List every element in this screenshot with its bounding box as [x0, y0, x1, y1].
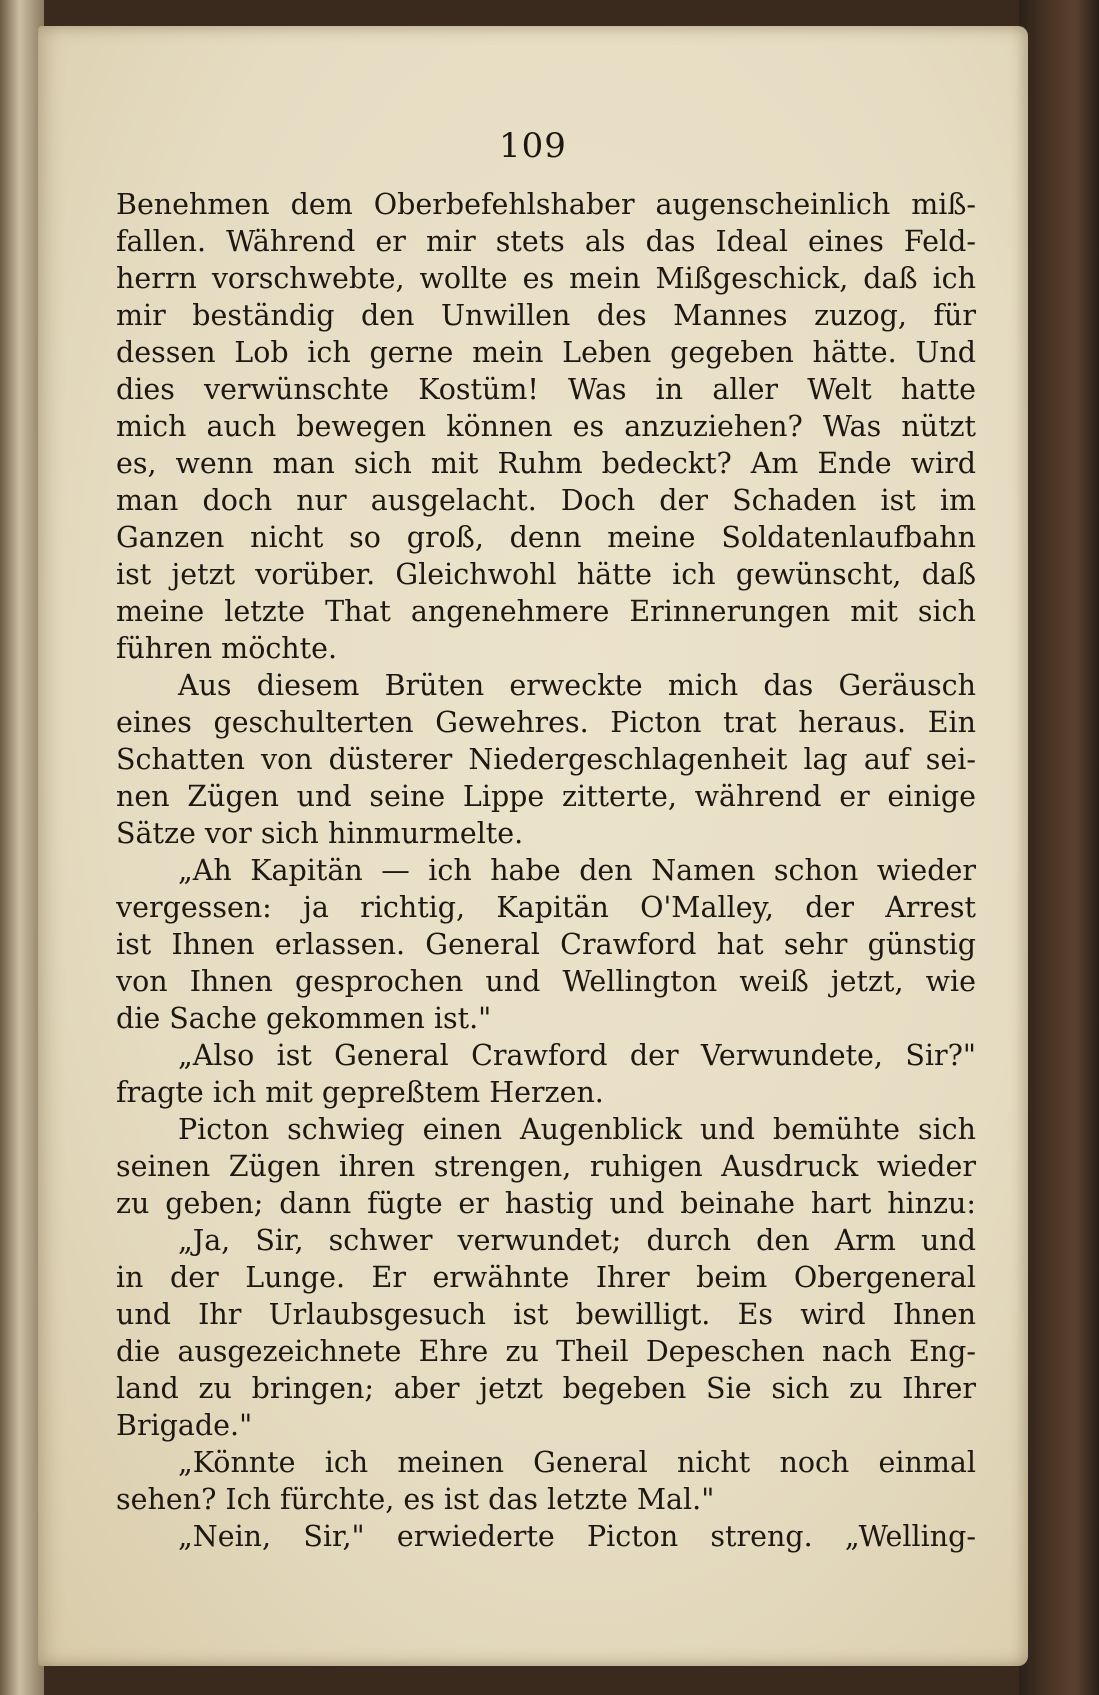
- text-line: Benehmen dem Oberbefehlshaber augenscheinlich miß-: [116, 188, 976, 221]
- text-line: und Ihr Urlaubsgesuch ist bewilligt. Es wird Ihnen: [116, 1298, 976, 1331]
- text-line: mir beständig den Unwillen des Mannes zuzog, für: [116, 299, 976, 332]
- text-line: die Sache gekommen ist.": [116, 1002, 492, 1035]
- text-line: „Ja, Sir, schwer verwundet; durch den Arm und: [178, 1224, 976, 1257]
- text-line: Schatten von düsterer Niedergeschlagenheit lag auf sei-: [116, 743, 976, 776]
- text-line: „Ah Kapitän — ich habe den Namen schon wieder: [178, 854, 976, 887]
- text-line: fragte ich mit gepreßtem Herzen.: [116, 1076, 604, 1109]
- text-line: man doch nur ausgelacht. Doch der Schaden ist im: [116, 484, 976, 517]
- text-line: mich auch bewegen können es anzuziehen? Was nützt: [116, 410, 976, 443]
- text-line: eines geschulterten Gewehres. Picton trat heraus. Ein: [116, 706, 976, 739]
- text-line: dies verwünschte Kostüm! Was in aller Welt hatte: [116, 373, 976, 406]
- text-line: fallen. Während er mir stets als das Ideal eines Feld-: [116, 225, 976, 258]
- text-line: zu geben; dann fügte er hastig und beinahe hart hinzu:: [116, 1187, 976, 1220]
- text-line: „Also ist General Crawford der Verwundete, Sir?": [178, 1039, 976, 1072]
- text-line: vergessen: ja richtig, Kapitän O'Malley, der Arrest: [116, 891, 976, 924]
- text-line: nen Zügen und seine Lippe zitterte, während er einige: [116, 780, 976, 813]
- text-line: „Könnte ich meinen General nicht noch einmal: [178, 1446, 976, 1479]
- text-line: es, wenn man sich mit Ruhm bedeckt? Am Ende wird: [116, 447, 976, 480]
- text-line: von Ihnen gesprochen und Wellington weiß jetzt, wie: [116, 965, 976, 998]
- text-line: Sätze vor sich hinmurmelte.: [116, 817, 524, 850]
- text-line: Aus diesem Brüten erweckte mich das Geräusch: [178, 669, 976, 702]
- text-line: meine letzte That angenehmere Erinnerungen mit sich: [116, 595, 976, 628]
- text-line: Ganzen nicht so groß, denn meine Soldatenlaufbahn: [116, 521, 976, 554]
- text-line: ist jetzt vorüber. Gleichwohl hätte ich gewünscht, daß: [116, 558, 976, 591]
- text-line: dessen Lob ich gerne mein Leben gegeben hätte. Und: [116, 336, 976, 369]
- text-line: „Nein, Sir," erwiederte Picton streng. „Welling-: [178, 1520, 976, 1553]
- text-line: in der Lunge. Er erwähnte Ihrer beim Obergeneral: [116, 1261, 976, 1294]
- book-binding-right: [1019, 0, 1099, 1695]
- text-line: ist Ihnen erlassen. General Crawford hat sehr günstig: [116, 928, 976, 961]
- text-line: seinen Zügen ihren strengen, ruhigen Ausdruck wieder: [116, 1150, 976, 1183]
- text-line: sehen? Ich fürchte, es ist das letzte Mal.": [116, 1483, 715, 1516]
- text-line: führen möchte.: [116, 632, 338, 665]
- text-line: Picton schwieg einen Augenblick und bemühte sich: [178, 1113, 976, 1146]
- text-line: land zu bringen; aber jetzt begeben Sie sich zu Ihrer: [116, 1372, 976, 1405]
- body-text: [116, 186, 976, 1555]
- text-line: herrn vorschwebte, wollte es mein Mißgeschick, daß ich: [116, 262, 976, 295]
- text-line: Brigade.": [116, 1409, 253, 1442]
- text-line: die ausgezeichnete Ehre zu Theil Depeschen nach Eng-: [116, 1335, 976, 1368]
- page-number: 109: [499, 126, 567, 166]
- book-page: [38, 26, 1028, 1666]
